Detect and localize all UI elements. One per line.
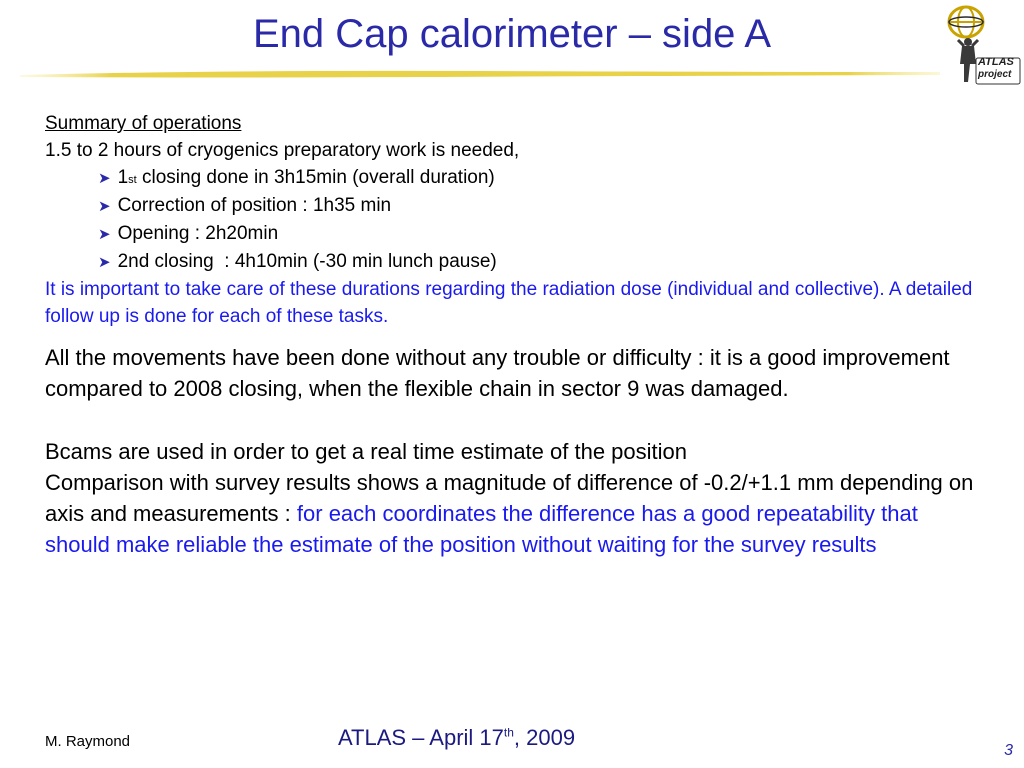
- slide-title: End Cap calorimeter – side A: [252, 12, 772, 56]
- bcams-highlight: for each coordinates the difference has a good repeatability that should make reliable the estimate of the position without waiting for the survey results: [45, 501, 918, 557]
- bcams-line-2: Comparison with survey results shows a magnitude of difference of -0.2/+1.1 mm depending on axis and measurements :: [45, 470, 974, 526]
- item-text: 2nd closing : 4h10min (-30 min lunch pause): [117, 251, 497, 272]
- logo-text-atlas: ATLAS: [978, 56, 1014, 68]
- footer-event: [338, 725, 575, 751]
- slide-body: [45, 110, 975, 560]
- list-item: ➤ 1 st closing done in 3h15min (overall duration): [98, 164, 975, 192]
- list-item: [98, 248, 975, 276]
- arrow-bullet-icon: ➤: [98, 198, 111, 215]
- movements-paragraph: All the movements have been done without any trouble or difficulty : it is a good improvement compared to 2008 closing, when the flexible chain in sector 9 was damaged.: [45, 345, 950, 401]
- item-text: closing done in 3h15min (overall duration): [136, 167, 495, 188]
- list-item: [98, 220, 975, 248]
- bcams-paragraph: [45, 436, 975, 560]
- arrow-bullet-icon: ➤: [98, 170, 111, 187]
- footer-event-sup: th: [503, 725, 514, 740]
- summary-heading: Summary of operations: [45, 113, 242, 134]
- item-text: Opening : 2h20min: [117, 223, 279, 244]
- title-underline-rule: [20, 66, 940, 80]
- item-prefix: 1: [117, 167, 129, 188]
- page-number: 3: [1004, 742, 1013, 759]
- arrow-bullet-icon: ➤: [98, 226, 111, 243]
- summary-list: [45, 164, 975, 276]
- footer-event-year: , 2009: [513, 725, 576, 750]
- footer-event-text: ATLAS – April 17: [338, 725, 504, 750]
- item-text: Correction of position : 1h35 min: [117, 195, 392, 216]
- atlas-logo: [934, 2, 1022, 88]
- footer-author: M. Raymond: [45, 733, 131, 750]
- list-item: [98, 192, 975, 220]
- logo-text-project: project: [978, 69, 1012, 80]
- arrow-bullet-icon: ➤: [98, 254, 111, 271]
- radiation-dose-note: It is important to take care of these durations regarding the radiation dose (individual and collective). A detailed follow up is done for each of these tasks.: [45, 279, 973, 327]
- summary-intro: 1.5 to 2 hours of cryogenics preparatory work is needed,: [45, 140, 520, 161]
- bcams-line-1: Bcams are used in order to get a real time estimate of the position: [45, 439, 687, 464]
